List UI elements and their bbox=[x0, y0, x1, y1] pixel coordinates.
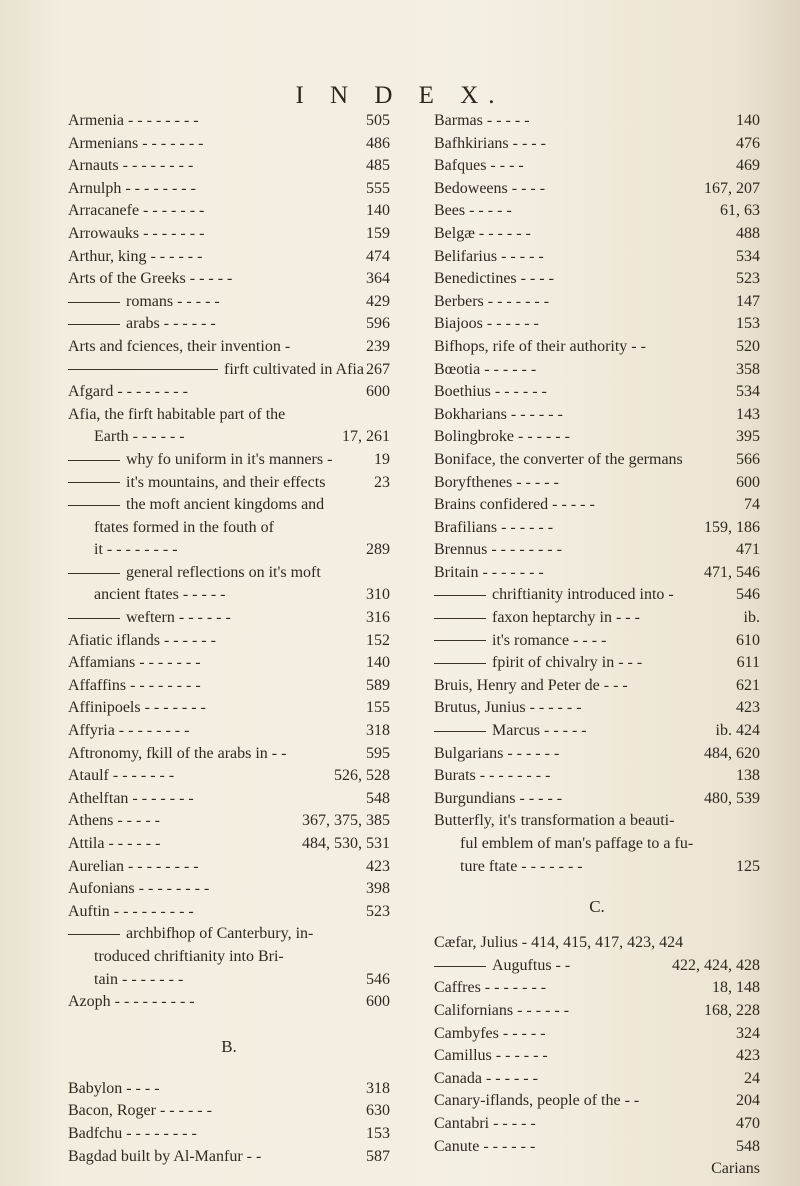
page-reference: 74 bbox=[744, 496, 760, 514]
page-reference: 324 bbox=[736, 1024, 760, 1042]
index-entry bbox=[68, 133, 390, 156]
index-entry bbox=[434, 856, 760, 879]
page-reference: 153 bbox=[736, 315, 760, 333]
index-entry bbox=[68, 246, 390, 269]
entry-text: Bedoweens - - - - bbox=[434, 179, 546, 197]
index-entry bbox=[68, 833, 390, 856]
left-column bbox=[68, 110, 390, 1168]
entry-text: archbifhop of Canterbury, in- bbox=[126, 925, 314, 943]
entry-text: Ataulf - - - - - - - bbox=[68, 767, 175, 785]
page-reference: 630 bbox=[366, 1102, 390, 1120]
index-entry bbox=[434, 336, 760, 359]
index-entry bbox=[434, 291, 760, 314]
index-entry bbox=[68, 155, 390, 178]
index-entry bbox=[434, 743, 760, 766]
page-reference: 140 bbox=[736, 112, 760, 129]
index-entry bbox=[434, 223, 760, 246]
entry-text: weftern - - - - - - bbox=[126, 609, 231, 627]
entry-text: Babylon - - - - bbox=[68, 1079, 160, 1097]
page-reference: 423 bbox=[736, 699, 760, 717]
page-reference: 484, 530, 531 bbox=[302, 835, 390, 852]
page-reference: 546 bbox=[366, 970, 390, 988]
page-reference: 587 bbox=[366, 1147, 390, 1165]
page-reference: 153 bbox=[366, 1124, 390, 1142]
entry-text: Benedictines - - - - bbox=[434, 270, 554, 288]
entry-text: tain - - - - - - - bbox=[94, 970, 184, 988]
ditto-rule bbox=[434, 618, 486, 619]
entry-text: Arracanefe - - - - - - - bbox=[68, 202, 205, 220]
index-entry bbox=[434, 359, 760, 382]
entry-text: Arrowauks - - - - - - - bbox=[68, 224, 205, 242]
entry-text: Canary-iflands, people of the - - bbox=[434, 1092, 640, 1110]
index-entry bbox=[68, 110, 390, 133]
index-entry bbox=[434, 178, 760, 201]
page-reference: 423 bbox=[736, 1047, 760, 1065]
index-entry bbox=[68, 449, 390, 472]
entry-text: Bulgarians - - - - - - bbox=[434, 744, 560, 762]
index-entry bbox=[434, 675, 760, 698]
entry-text: Bolingbroke - - - - - - bbox=[434, 428, 570, 446]
page-reference: 310 bbox=[366, 586, 390, 604]
entry-text: Camillus - - - - - - bbox=[434, 1047, 548, 1065]
index-entry bbox=[434, 955, 760, 978]
spacer bbox=[434, 878, 760, 892]
entry-text: Bruis, Henry and Peter de - - - bbox=[434, 676, 628, 694]
ditto-rule bbox=[68, 618, 120, 619]
index-entry bbox=[434, 720, 760, 743]
page-reference: 476 bbox=[736, 134, 760, 152]
page-reference: 471, 546 bbox=[704, 563, 760, 581]
ditto-rule bbox=[434, 966, 486, 967]
page-reference: 548 bbox=[366, 789, 390, 807]
entry-text: Butterfly, it's transformation a beauti- bbox=[434, 812, 675, 830]
page-reference: 358 bbox=[736, 360, 760, 378]
index-entry bbox=[68, 1123, 390, 1146]
entry-text: it's mountains, and their effects bbox=[126, 473, 326, 491]
entry-text: Marcus - - - - - bbox=[492, 722, 587, 740]
ditto-rule bbox=[434, 663, 486, 664]
ditto-rule bbox=[68, 573, 120, 574]
page-reference: 395 bbox=[736, 428, 760, 446]
entry-text: Britain - - - - - - - bbox=[434, 563, 544, 581]
page-reference: 140 bbox=[366, 202, 390, 220]
page-reference: 17, 261 bbox=[342, 428, 390, 446]
page-reference: 470 bbox=[736, 1114, 760, 1132]
page-reference: 239 bbox=[366, 337, 390, 355]
entry-text: Caffres - - - - - - - bbox=[434, 979, 547, 997]
ditto-rule bbox=[68, 505, 120, 506]
section-heading-b: B. bbox=[221, 1036, 237, 1056]
page-reference: ib. bbox=[743, 609, 760, 627]
index-entry bbox=[434, 1068, 760, 1091]
index-entry bbox=[68, 539, 390, 562]
index-entry bbox=[68, 607, 390, 630]
page-reference: 523 bbox=[366, 902, 390, 920]
page-reference: 534 bbox=[736, 383, 760, 401]
page-reference: 316 bbox=[366, 609, 390, 627]
index-entry bbox=[68, 381, 390, 404]
page-reference: 168, 228 bbox=[704, 1001, 760, 1019]
page-reference: 621 bbox=[736, 676, 760, 694]
page-reference: 423 bbox=[366, 857, 390, 875]
page-reference: 566 bbox=[736, 450, 760, 468]
page-reference: 485 bbox=[366, 157, 390, 175]
page-reference: 159 bbox=[366, 224, 390, 242]
entry-text: Cambyfes - - - - - bbox=[434, 1024, 546, 1042]
index-entry bbox=[434, 977, 760, 1000]
entry-text: ftates formed in the fouth of bbox=[94, 518, 274, 536]
ditto-rule bbox=[68, 324, 120, 325]
page-reference: 505 bbox=[366, 112, 390, 129]
entry-text: Afiatic iflands - - - - - - bbox=[68, 631, 216, 649]
index-entry bbox=[434, 268, 760, 291]
entry-text: Brains confidered - - - - - bbox=[434, 496, 595, 514]
entry-text: Bacon, Roger - - - - - - bbox=[68, 1102, 212, 1120]
entry-text: Athelftan - - - - - - - bbox=[68, 789, 194, 807]
index-entry bbox=[434, 200, 760, 223]
ditto-rule bbox=[68, 934, 120, 935]
page-reference: 600 bbox=[366, 993, 390, 1011]
entry-text: the moft ancient kingdoms and bbox=[126, 496, 325, 514]
page-reference: 596 bbox=[366, 315, 390, 333]
index-entry bbox=[68, 336, 390, 359]
ditto-rule bbox=[434, 640, 486, 641]
index-entry bbox=[68, 584, 390, 607]
index-entry bbox=[68, 359, 390, 382]
page-reference: 526, 528 bbox=[334, 767, 390, 785]
index-entry bbox=[68, 178, 390, 201]
entry-text: romans - - - - - bbox=[126, 292, 220, 310]
index-entry bbox=[434, 810, 760, 833]
page-reference: 398 bbox=[366, 880, 390, 898]
ditto-rule bbox=[434, 731, 486, 732]
entry-text: Earth - - - - - - bbox=[94, 428, 185, 446]
entry-text: Affyria - - - - - - - - bbox=[68, 722, 190, 740]
ditto-rule bbox=[68, 482, 120, 483]
entry-text: Canute - - - - - - bbox=[434, 1137, 536, 1155]
index-entry bbox=[68, 472, 390, 495]
index-entry bbox=[68, 856, 390, 879]
ditto-rule bbox=[68, 460, 120, 461]
entry-text: Arnulph - - - - - - - - bbox=[68, 179, 196, 197]
entry-text: arabs - - - - - - bbox=[126, 315, 216, 333]
page-reference: 18, 148 bbox=[712, 979, 760, 997]
index-entry bbox=[434, 562, 760, 585]
entry-text: Brafilians - - - - - - bbox=[434, 518, 554, 536]
index-entry bbox=[68, 268, 390, 291]
page-reference: 24 bbox=[744, 1069, 760, 1087]
entry-text: faxon heptarchy in - - - bbox=[492, 609, 640, 627]
page-reference: 267 bbox=[366, 360, 390, 378]
index-entry bbox=[68, 1078, 390, 1101]
entry-text: ancient ftates - - - - - bbox=[94, 586, 226, 604]
entry-text: Bafhkirians - - - - bbox=[434, 134, 546, 152]
entry-text: Brutus, Junius - - - - - - bbox=[434, 699, 582, 717]
ditto-rule bbox=[434, 595, 486, 596]
index-entry bbox=[434, 630, 760, 653]
index-entry bbox=[68, 630, 390, 653]
index-entry bbox=[68, 313, 390, 336]
index-entry bbox=[68, 765, 390, 788]
section-heading-c: C. bbox=[589, 897, 605, 917]
index-entry bbox=[68, 562, 390, 585]
page-reference: 152 bbox=[366, 631, 390, 649]
index-entry bbox=[434, 697, 760, 720]
index-entry bbox=[434, 932, 760, 955]
index-entry bbox=[68, 720, 390, 743]
index-entry bbox=[68, 1146, 390, 1169]
index-entry bbox=[434, 539, 760, 562]
index-entry bbox=[434, 426, 760, 449]
index-entry bbox=[68, 223, 390, 246]
page-reference: 520 bbox=[736, 337, 760, 355]
entry-text: Afia, the firft habitable part of the bbox=[68, 405, 286, 423]
entry-text: Affinipoels - - - - - - - bbox=[68, 699, 206, 717]
index-entry bbox=[68, 1100, 390, 1123]
entry-text: Arts and fciences, their invention - bbox=[68, 337, 291, 355]
entry-text: Badfchu - - - - - - - - bbox=[68, 1124, 197, 1142]
page-reference: 318 bbox=[366, 722, 390, 740]
page-reference: 143 bbox=[736, 405, 760, 423]
entry-text: chriftianity introduced into - bbox=[492, 586, 674, 604]
index-entry bbox=[434, 652, 760, 675]
entry-text: fpirit of chivalry in - - - bbox=[492, 654, 643, 672]
index-entry bbox=[68, 788, 390, 811]
index-entry bbox=[434, 313, 760, 336]
index-entry bbox=[434, 1113, 760, 1136]
page-reference: 159, 186 bbox=[704, 518, 760, 536]
index-entry bbox=[68, 810, 390, 833]
page-reference: 486 bbox=[366, 134, 390, 152]
page-reference: 484, 620 bbox=[704, 744, 760, 762]
page-reference: 318 bbox=[366, 1079, 390, 1097]
page-reference: 61, 63 bbox=[720, 202, 760, 220]
index-entry bbox=[68, 200, 390, 223]
index-entry bbox=[68, 404, 390, 427]
entry-text: Arthur, king - - - - - - bbox=[68, 247, 203, 265]
entry-text: Boryfthenes - - - - - bbox=[434, 473, 559, 491]
entry-text: Boniface, the converter of the germans bbox=[434, 450, 683, 468]
entry-text: Burgundians - - - - - bbox=[434, 789, 563, 807]
page-reference: 523 bbox=[736, 270, 760, 288]
entry-text: Boethius - - - - - - bbox=[434, 383, 547, 401]
page-reference: 289 bbox=[366, 541, 390, 559]
spacer bbox=[68, 1014, 390, 1032]
index-entry bbox=[68, 878, 390, 901]
entry-text: Azoph - - - - - - - - - bbox=[68, 993, 195, 1011]
index-entry bbox=[434, 133, 760, 156]
entry-text: Berbers - - - - - - - bbox=[434, 292, 550, 310]
index-entry bbox=[434, 584, 760, 607]
entry-text: Aftronomy, fkill of the arabs in - - bbox=[68, 744, 287, 762]
page-reference: 140 bbox=[366, 654, 390, 672]
entry-text: Armenia - - - - - - - - bbox=[68, 112, 199, 129]
page-reference: 23 bbox=[374, 473, 390, 491]
index-entry bbox=[68, 494, 390, 517]
index-entry bbox=[68, 946, 390, 969]
entry-text: Barmas - - - - - bbox=[434, 112, 530, 129]
entry-text: Athens - - - - - bbox=[68, 812, 160, 830]
entry-text: Canada - - - - - - bbox=[434, 1069, 538, 1087]
page-reference: ib. 424 bbox=[715, 722, 760, 740]
entry-text: Armenians - - - - - - - bbox=[68, 134, 204, 152]
index-entry bbox=[434, 155, 760, 178]
catchword: Carians bbox=[711, 1160, 760, 1178]
page-reference: 546 bbox=[736, 586, 760, 604]
page-reference: 488 bbox=[736, 224, 760, 242]
entry-text: Bœotia - - - - - - bbox=[434, 360, 537, 378]
page-reference: 125 bbox=[736, 857, 760, 875]
index-entry bbox=[434, 494, 760, 517]
entry-text: Belgæ - - - - - - bbox=[434, 224, 531, 242]
page-reference: 595 bbox=[366, 744, 390, 762]
entry-text: Biajoos - - - - - - bbox=[434, 315, 539, 333]
page-reference: 147 bbox=[736, 292, 760, 310]
page-reference: 19 bbox=[374, 450, 390, 468]
entry-text: Auftin - - - - - - - - - bbox=[68, 902, 194, 920]
page-reference: 610 bbox=[736, 631, 760, 649]
page-title: I N D E X. bbox=[295, 82, 505, 109]
entry-text: troduced chriftianity into Bri- bbox=[94, 947, 284, 965]
index-entry bbox=[434, 404, 760, 427]
entry-text: it - - - - - - - - bbox=[94, 541, 178, 559]
index-entry bbox=[68, 923, 390, 946]
entry-text: why fo uniform in it's manners - bbox=[126, 450, 333, 468]
entry-text: Bifhops, rife of their authority - - bbox=[434, 337, 646, 355]
index-entry bbox=[434, 1045, 760, 1068]
page-reference: 474 bbox=[366, 247, 390, 265]
page-reference: 555 bbox=[366, 179, 390, 197]
entry-text: Bees - - - - - bbox=[434, 202, 512, 220]
entry-text: Bokharians - - - - - - bbox=[434, 405, 563, 423]
page-reference: 429 bbox=[366, 292, 390, 310]
page-reference: 600 bbox=[366, 383, 390, 401]
index-entry bbox=[68, 517, 390, 540]
ditto-rule bbox=[68, 369, 218, 370]
index-entry bbox=[434, 788, 760, 811]
index-entry bbox=[68, 697, 390, 720]
entry-text: firft cultivated in Afia bbox=[224, 360, 364, 378]
page-reference: 589 bbox=[366, 676, 390, 694]
entry-text: Bagdad built by Al-Manfur - - bbox=[68, 1147, 262, 1165]
index-entry bbox=[68, 675, 390, 698]
entry-text: general reflections on it's moft bbox=[126, 563, 321, 581]
index-entry bbox=[434, 1000, 760, 1023]
entry-text: Afgard - - - - - - - - bbox=[68, 383, 188, 401]
index-entry bbox=[434, 246, 760, 269]
index-entry bbox=[68, 426, 390, 449]
page-reference: 138 bbox=[736, 767, 760, 785]
entry-text: it's romance - - - - bbox=[492, 631, 607, 649]
index-entry bbox=[434, 449, 760, 472]
spacer bbox=[68, 1062, 390, 1078]
entry-text: Burats - - - - - - - - bbox=[434, 767, 551, 785]
ditto-rule bbox=[68, 302, 120, 303]
entry-text: Brennus - - - - - - - - bbox=[434, 541, 562, 559]
index-entry bbox=[68, 991, 390, 1014]
page-reference: 548 bbox=[736, 1137, 760, 1155]
index-entry bbox=[434, 833, 760, 856]
page-reference: 364 bbox=[366, 270, 390, 288]
index-entry bbox=[68, 652, 390, 675]
entry-text: Cantabri - - - - - bbox=[434, 1114, 536, 1132]
index-entry bbox=[68, 291, 390, 314]
index-entry bbox=[68, 969, 390, 992]
entry-text: Bafques - - - - bbox=[434, 157, 524, 175]
page-reference: 155 bbox=[366, 699, 390, 717]
entry-text: ful emblem of man's paffage to a fu- bbox=[460, 835, 694, 852]
page-reference: 471 bbox=[736, 541, 760, 559]
entry-text: Affaffins - - - - - - - - bbox=[68, 676, 201, 694]
page-reference: 600 bbox=[736, 473, 760, 491]
index-entry bbox=[434, 1023, 760, 1046]
page-reference: 204 bbox=[736, 1092, 760, 1110]
page-reference: 469 bbox=[736, 157, 760, 175]
page-reference: 611 bbox=[736, 654, 760, 672]
index-entry bbox=[68, 743, 390, 766]
entry-text: Cæfar, Julius - 414, 415, 417, 423, 424 bbox=[434, 934, 684, 952]
entry-text: Californians - - - - - - bbox=[434, 1001, 570, 1019]
right-column bbox=[434, 110, 760, 1181]
index-entry bbox=[434, 1090, 760, 1113]
entry-text: Attila - - - - - - bbox=[68, 835, 161, 852]
index-entry bbox=[434, 381, 760, 404]
index-entry bbox=[434, 517, 760, 540]
entry-text: Arnauts - - - - - - - - bbox=[68, 157, 194, 175]
index-entry bbox=[68, 901, 390, 924]
page-reference: 367, 375, 385 bbox=[302, 812, 390, 830]
page-reference: 167, 207 bbox=[704, 179, 760, 197]
index-entry bbox=[434, 472, 760, 495]
index-entry bbox=[434, 607, 760, 630]
index-entry bbox=[434, 110, 760, 133]
entry-text: Aufonians - - - - - - - - bbox=[68, 880, 210, 898]
entry-text: Belifarius - - - - - bbox=[434, 247, 544, 265]
index-entry bbox=[434, 765, 760, 788]
page-reference: 480, 539 bbox=[704, 789, 760, 807]
page-reference: 534 bbox=[736, 247, 760, 265]
entry-text: Affamians - - - - - - - bbox=[68, 654, 201, 672]
page-reference: 422, 424, 428 bbox=[672, 956, 760, 974]
spacer bbox=[434, 922, 760, 932]
entry-text: Aurelian - - - - - - - - bbox=[68, 857, 199, 875]
entry-text: Auguftus - - bbox=[492, 956, 571, 974]
entry-text: Arts of the Greeks - - - - - bbox=[68, 270, 233, 288]
entry-text: ture ftate - - - - - - - bbox=[460, 857, 583, 875]
index-entry bbox=[434, 1136, 760, 1159]
